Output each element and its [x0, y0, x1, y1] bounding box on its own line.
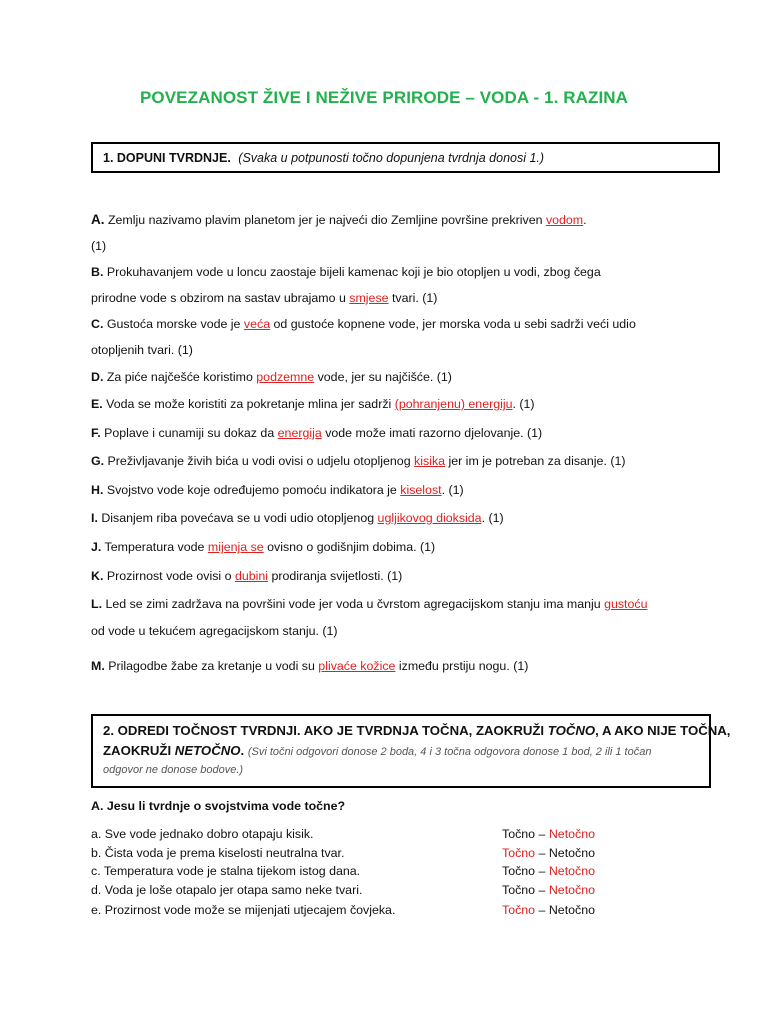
option-netocno[interactable]: Netočno — [548, 903, 596, 917]
page-title: POVEZANOST ŽIVE I NEŽIVE PRIRODE – VODA - 1. RAZINA — [139, 88, 629, 107]
option-tocno[interactable]: Točno — [502, 864, 536, 878]
true-false-row — [91, 903, 611, 921]
answer-d: podzemne — [256, 370, 315, 384]
answer-k: dubini — [234, 569, 269, 583]
statement-text: a. Sve vode jednako dobro otapaju kisik. — [91, 827, 314, 841]
option-tocno[interactable]: Točno — [502, 903, 536, 917]
section-2-note-cont: odgovor ne donose bodove.) — [103, 764, 244, 776]
dash-separator: – — [535, 903, 549, 917]
answer-e: (pohranjenu) energiju — [394, 397, 513, 411]
section-1-note: (Svaka u potpunosti točno dopunjena tvrdnja donosi 1.) — [238, 151, 545, 165]
statement-l-cont: od vode u tekućem agregacijskom stanju. (1) — [91, 624, 338, 638]
section-1-heading: 1. DOPUNI TVRDNJE. — [103, 151, 231, 165]
answer-g: kisika — [414, 454, 446, 468]
dash-separator: – — [535, 827, 549, 841]
statement-text: d. Voda je loše otapalo jer otapa samo neke tvari. — [91, 883, 363, 897]
statement-b: B. Prokuhavanjem vode u loncu zaostaje bijeli kamenac koji je bio otopljen u vodi, zbog čega — [91, 265, 601, 279]
statement-e: E. Voda se može koristiti za pokretanje mlina jer sadrži (pohranjenu) energiju. (1) — [91, 397, 535, 411]
statement-d: D. Za piće najčešće koristimo podzemne vode, jer su najčišće. (1) — [91, 370, 452, 384]
answer-c: veća — [243, 317, 271, 331]
statement-h: H. Svojstvo vode koje određujemo pomoću indikatora je kiselost. (1) — [91, 483, 464, 497]
statement-b-cont: prirodne vode s obzirom na sastav ubrajamo u smjese tvari. (1) — [91, 291, 438, 305]
section-1-header — [91, 142, 720, 173]
section-2-heading-line-1: 2. ODREDI TOČNOST TVRDNJI. AKO JE TVRDNJA TOČNA, ZAOKRUŽI TOČNO, A AKO NIJE TOČNA, — [103, 723, 731, 738]
statement-l: L. Led se zimi zadržava na površini vode jer voda u čvrstom agregacijskom stanju ima manju gustoću — [91, 597, 648, 611]
answer-m: plivaće kožice — [318, 659, 396, 673]
true-false-row — [91, 864, 611, 882]
answer-choice — [502, 846, 595, 860]
answer-choice — [502, 827, 595, 841]
answer-j: mijenja se — [207, 540, 264, 554]
statement-text: e. Prozirnost vode može se mijenjati utjecajem čovjeka. — [91, 903, 396, 917]
answer-l: gustoću — [604, 597, 648, 611]
answer-choice — [502, 903, 595, 917]
section-2-heading-line-2: ZAOKRUŽI NETOČNO. (Svi točni odgovori donose 2 boda, 4 i 3 točna odgovora donose 1 bod, 2 ili 1 točan — [103, 743, 652, 758]
true-false-row — [91, 846, 611, 864]
answer-h: kiselost — [400, 483, 442, 497]
statement-a-points: (1) — [91, 239, 107, 253]
true-false-row — [91, 827, 611, 845]
statement-c: C. Gustoća morske vode je veća od gustoće kopnene vode, jer morska voda u sebi sadrži veći udio — [91, 317, 636, 331]
answer-f: energija — [277, 426, 322, 440]
statement-j: J. Temperatura vode mijenja se ovisno o godišnjim dobima. (1) — [91, 540, 436, 554]
statement-k: K. Prozirnost vode ovisi o dubini prodiranja svijetlosti. (1) — [91, 569, 403, 583]
option-netocno[interactable]: Netočno — [548, 846, 596, 860]
statement-a: A. Zemlju nazivamo plavim planetom jer je najveći dio Zemljine površine prekriven vodom. — [91, 212, 587, 227]
statement-m: M. Prilagodbe žabe za kretanje u vodi su plivaće kožice između prstiju nogu. (1) — [91, 659, 529, 673]
statement-f: F. Poplave i cunamiji su dokaz da energija vode može imati razorno djelovanje. (1) — [91, 426, 543, 440]
dash-separator: – — [535, 864, 549, 878]
dash-separator: – — [535, 883, 549, 897]
question-a: A. Jesu li tvrdnje o svojstvima vode točne? — [91, 799, 346, 813]
dash-separator: – — [535, 846, 549, 860]
section-2-header — [91, 714, 731, 788]
option-tocno[interactable]: Točno — [502, 846, 536, 860]
section-2-note: (Svi točni odgovori donose 2 boda, 4 i 3 točna odgovora donose 1 bod, 2 ili 1 točan — [247, 746, 652, 758]
answer-choice — [502, 864, 595, 878]
answer-i: ugljikovog dioksida — [377, 511, 482, 525]
true-false-row — [91, 883, 611, 901]
answer-b: smjese — [349, 291, 389, 305]
option-netocno[interactable]: Netočno — [548, 864, 596, 878]
option-netocno[interactable]: Netočno — [548, 827, 596, 841]
option-tocno[interactable]: Točno — [502, 883, 536, 897]
answer-a: vodom — [545, 213, 584, 227]
answer-choice — [502, 883, 595, 897]
statement-text: b. Čista voda je prema kiselosti neutralna tvar. — [91, 846, 345, 860]
statement-g: G. Preživljavanje živih bića u vodi ovisi o udjelu otopljenog kisika jer im je potreban za disanje. (1) — [91, 454, 626, 468]
option-netocno[interactable]: Netočno — [548, 883, 596, 897]
statement-i: I. Disanjem riba povećava se u vodi udio otopljenog ugljikovog dioksida. (1) — [91, 511, 504, 525]
statement-c-cont: otopljenih tvari. (1) — [91, 343, 193, 357]
statement-text: c. Temperatura vode je stalna tijekom istog dana. — [91, 864, 361, 878]
option-tocno[interactable]: Točno — [502, 827, 536, 841]
